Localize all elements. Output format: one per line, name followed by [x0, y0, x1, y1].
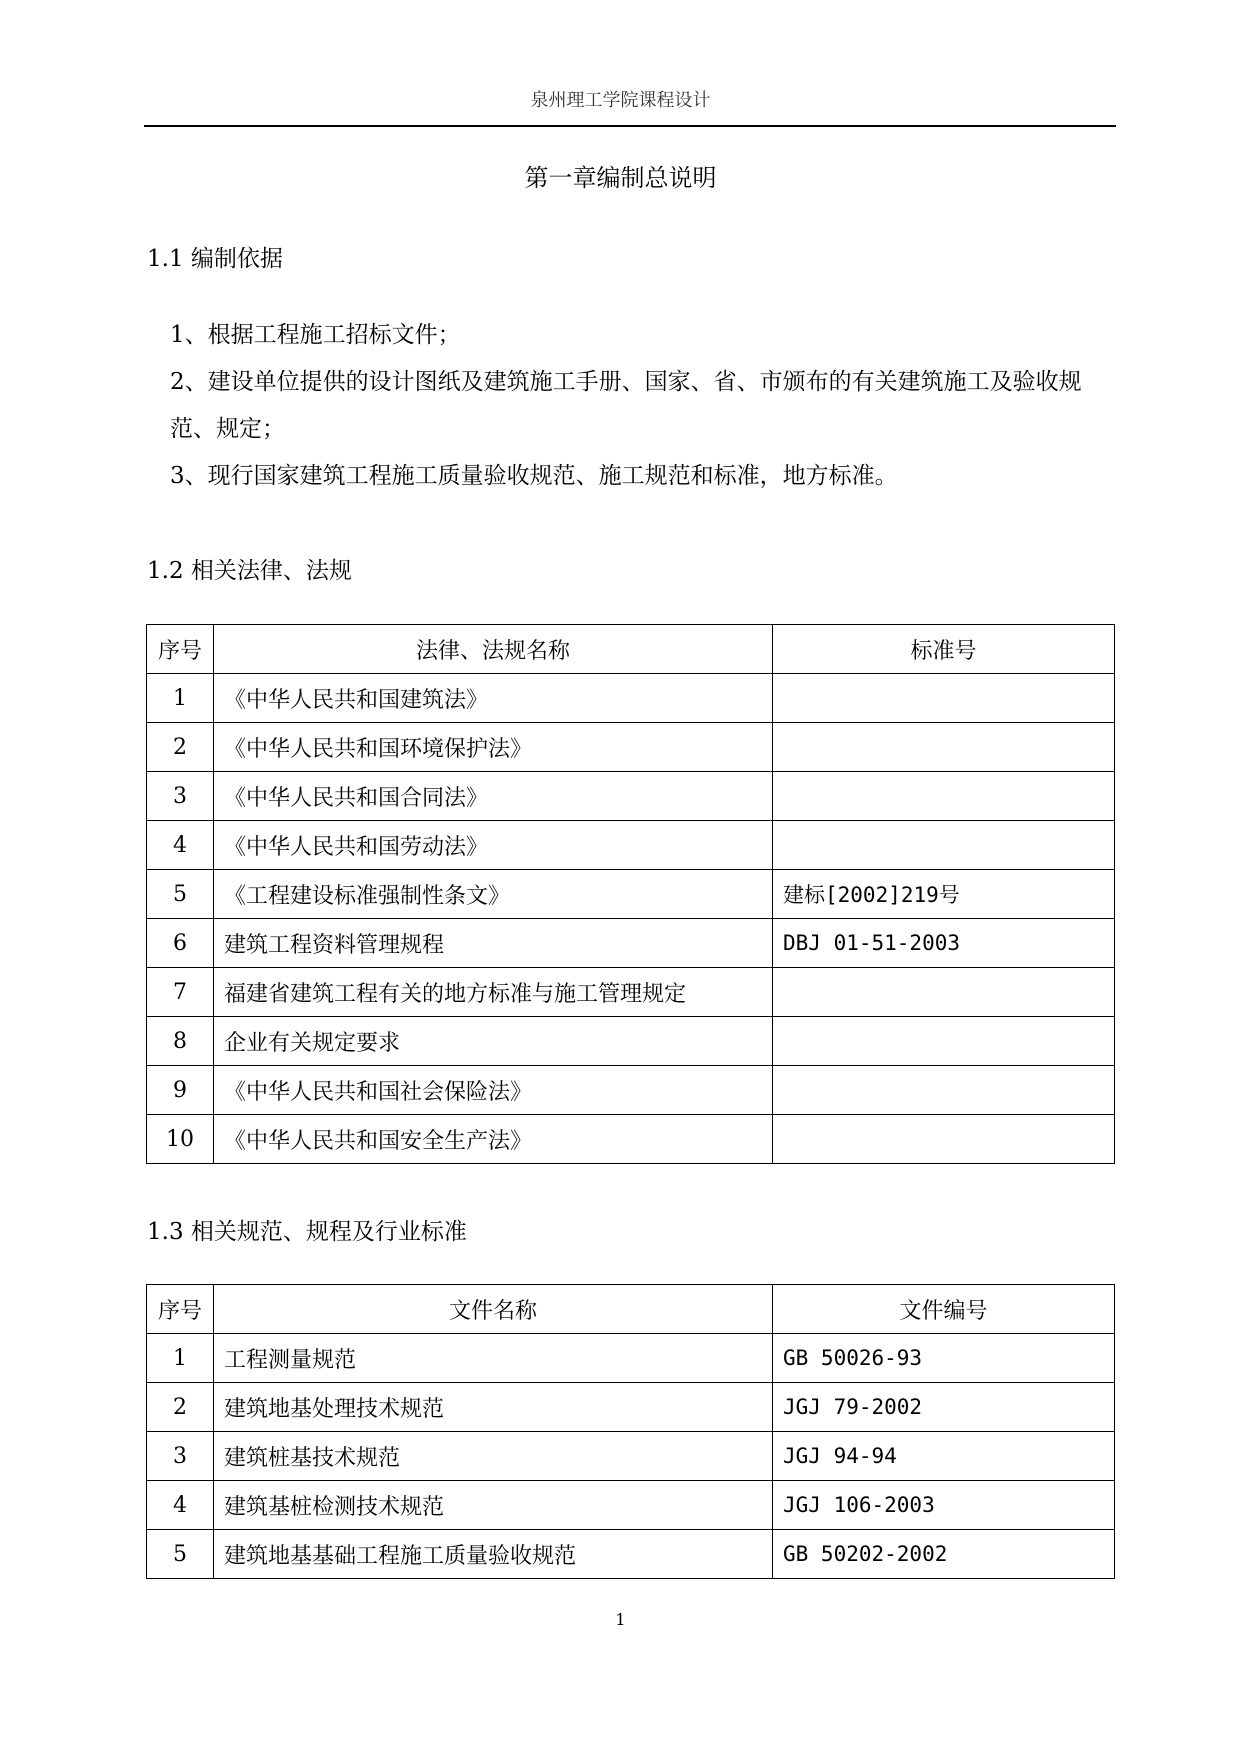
law-name: 《中华人民共和国劳动法》 — [214, 821, 773, 870]
header-cell: 标准号 — [773, 625, 1115, 674]
section-heading-1-1: 1.1 编制依据 — [147, 246, 283, 272]
list-item: 3、现行国家建筑工程施工质量验收规范、施工规范和标准，地方标准。 — [170, 463, 898, 489]
standards-table — [146, 1284, 1115, 1579]
table-row — [147, 1115, 1115, 1164]
row-number: 5 — [147, 870, 214, 919]
row-number: 6 — [147, 919, 214, 968]
document-name: 建筑地基基础工程施工质量验收规范 — [214, 1530, 773, 1579]
table-row — [147, 772, 1115, 821]
law-name: 《中华人民共和国社会保险法》 — [214, 1066, 773, 1115]
section-heading-1-2: 1.2 相关法律、法规 — [147, 558, 352, 584]
law-name: 《中华人民共和国环境保护法》 — [214, 723, 773, 772]
document-number: JGJ 94-94 — [773, 1432, 1115, 1481]
table-row — [147, 1481, 1115, 1530]
row-number: 2 — [147, 723, 214, 772]
list-item: 2、建设单位提供的设计图纸及建筑施工手册、国家、省、市颁布的有关建筑施工及验收规范、规定； — [170, 369, 1082, 442]
laws-table — [146, 624, 1115, 1164]
row-number: 7 — [147, 968, 214, 1017]
row-number: 3 — [147, 772, 214, 821]
header-cell: 序号 — [147, 1285, 214, 1334]
header-cell: 文件名称 — [214, 1285, 773, 1334]
law-name: 福建省建筑工程有关的地方标准与施工管理规定 — [214, 968, 773, 1017]
document-name: 工程测量规范 — [214, 1334, 773, 1383]
list-item: 1、根据工程施工招标文件； — [170, 322, 461, 348]
law-name: 《中华人民共和国建筑法》 — [214, 674, 773, 723]
page-number: 1 — [615, 1610, 626, 1629]
law-name: 《中华人民共和国安全生产法》 — [214, 1115, 773, 1164]
row-number: 10 — [147, 1115, 214, 1164]
law-name: 建筑工程资料管理规程 — [214, 919, 773, 968]
section-heading-1-3: 1.3 相关规范、规程及行业标准 — [147, 1219, 467, 1245]
section-1-1-list — [147, 312, 1115, 500]
row-number: 3 — [147, 1432, 214, 1481]
law-name: 《中华人民共和国合同法》 — [214, 772, 773, 821]
row-number: 4 — [147, 1481, 214, 1530]
law-name: 《工程建设标准强制性条文》 — [214, 870, 773, 919]
table-row — [147, 723, 1115, 772]
standard-number — [773, 1066, 1115, 1115]
table-row — [147, 1432, 1115, 1481]
table-row — [147, 1530, 1115, 1579]
table-row — [147, 821, 1115, 870]
document-name: 建筑基桩检测技术规范 — [214, 1481, 773, 1530]
header-cell: 法律、法规名称 — [214, 625, 773, 674]
table-row — [147, 870, 1115, 919]
table-header-row — [147, 1285, 1115, 1334]
header-cell: 文件编号 — [773, 1285, 1115, 1334]
row-number: 9 — [147, 1066, 214, 1115]
law-name: 企业有关规定要求 — [214, 1017, 773, 1066]
document-number: GB 50026-93 — [773, 1334, 1115, 1383]
table-row — [147, 1017, 1115, 1066]
standard-number — [773, 1017, 1115, 1066]
standard-number — [773, 723, 1115, 772]
chapter-title: 第一章编制总说明 — [524, 164, 717, 192]
standard-number: 建标[2002]219号 — [773, 870, 1115, 919]
standard-number — [773, 674, 1115, 723]
row-number: 1 — [147, 674, 214, 723]
header-rule — [144, 125, 1116, 127]
standard-number — [773, 968, 1115, 1017]
table-row — [147, 1334, 1115, 1383]
header-cell: 序号 — [147, 625, 214, 674]
page-header: 泉州理工学院课程设计 — [530, 90, 711, 111]
row-number: 1 — [147, 1334, 214, 1383]
standard-number: DBJ 01-51-2003 — [773, 919, 1115, 968]
standard-number — [773, 1115, 1115, 1164]
table-row — [147, 919, 1115, 968]
standard-number — [773, 772, 1115, 821]
document-number: JGJ 79-2002 — [773, 1383, 1115, 1432]
table-row — [147, 1383, 1115, 1432]
document-number: JGJ 106-2003 — [773, 1481, 1115, 1530]
table-header-row — [147, 625, 1115, 674]
row-number: 4 — [147, 821, 214, 870]
document-name: 建筑地基处理技术规范 — [214, 1383, 773, 1432]
standard-number — [773, 821, 1115, 870]
row-number: 5 — [147, 1530, 214, 1579]
table-row — [147, 1066, 1115, 1115]
document-name: 建筑桩基技术规范 — [214, 1432, 773, 1481]
row-number: 2 — [147, 1383, 214, 1432]
table-row — [147, 968, 1115, 1017]
row-number: 8 — [147, 1017, 214, 1066]
document-number: GB 50202-2002 — [773, 1530, 1115, 1579]
table-row — [147, 674, 1115, 723]
